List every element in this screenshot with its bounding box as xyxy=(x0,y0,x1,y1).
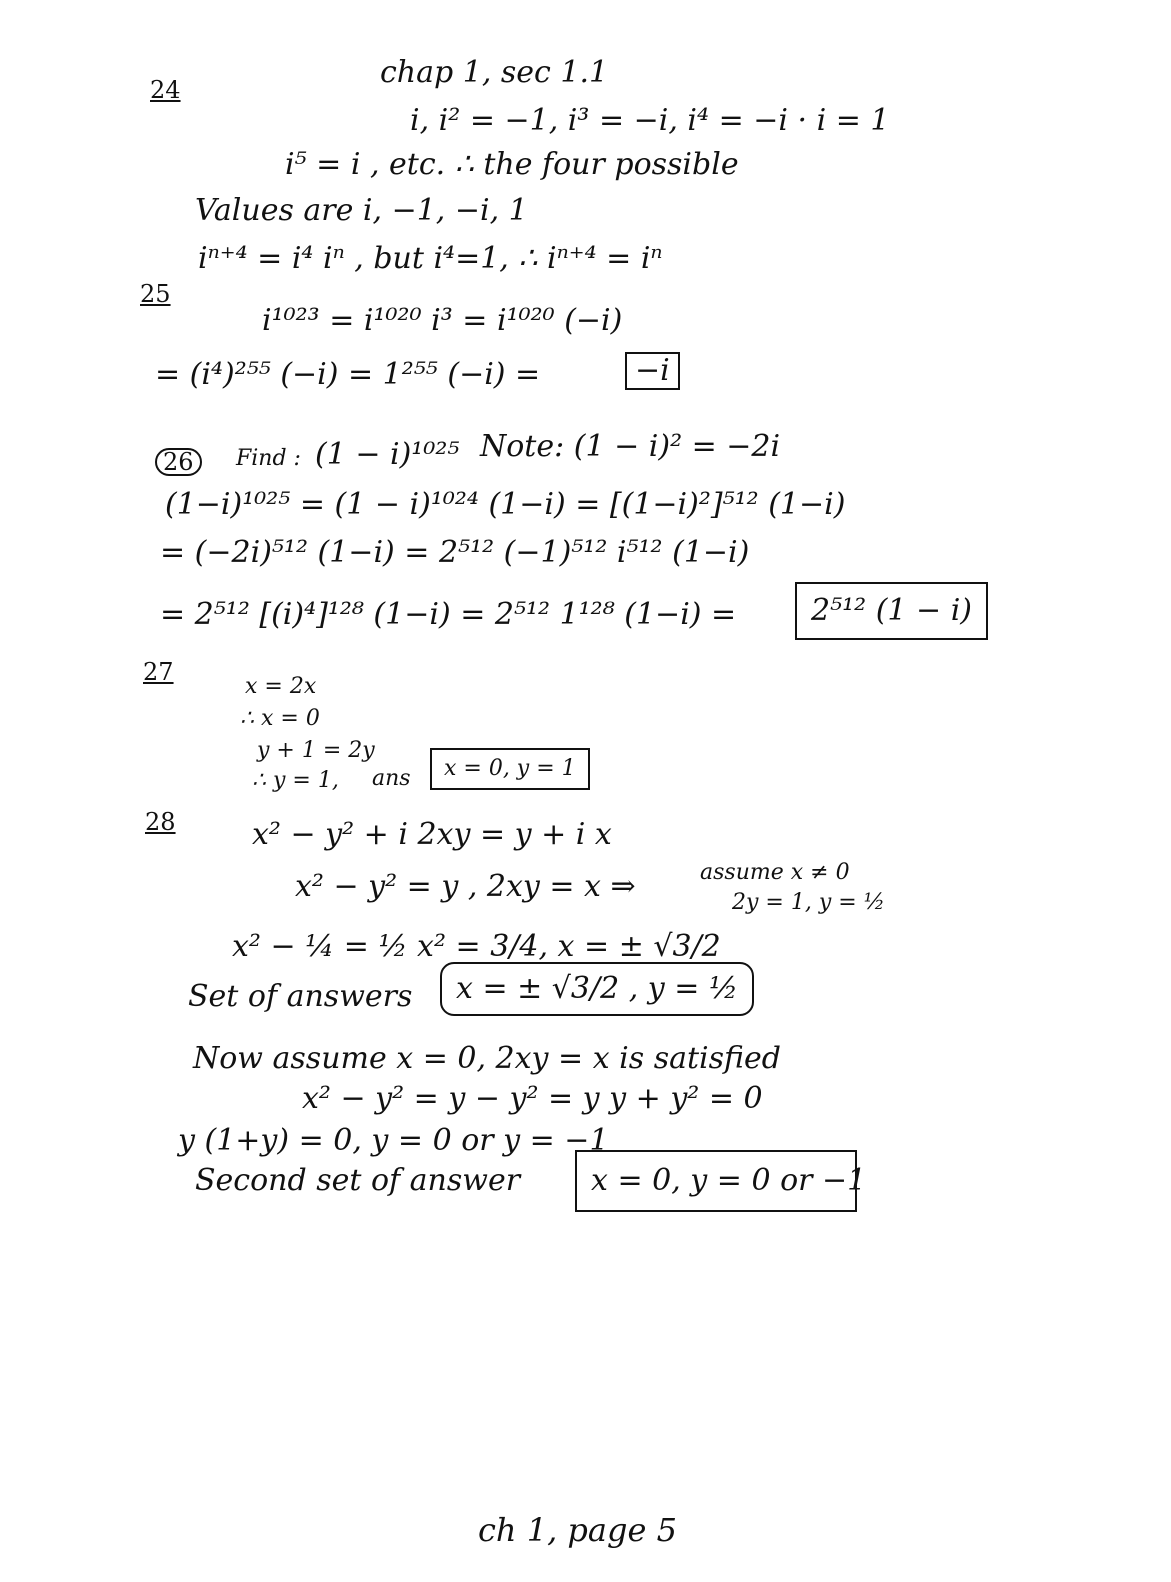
problem-number-28: 28 xyxy=(145,808,176,836)
p28-assume-2: 2y = 1, y = ½ xyxy=(732,890,886,915)
page-footer: ch 1, page 5 xyxy=(478,1511,677,1549)
p27-answer: x = 0, y = 1 xyxy=(430,748,590,790)
p28-answer-2-box xyxy=(575,1150,867,1212)
p28-line-5: x² − y² = y − y² = y y + y² = 0 xyxy=(302,1081,763,1116)
p25-answer-box xyxy=(625,352,680,390)
p24-line-2: i⁵ = i , etc. ∴ the four possible xyxy=(285,147,739,182)
p27-line-1: x = 2x xyxy=(245,674,317,699)
p25-answer: −i xyxy=(625,352,680,390)
p26-find-label: Find : xyxy=(236,446,301,471)
p27-answer-box xyxy=(430,748,590,790)
p28-line-2: x² − y² = y , 2xy = x ⇒ xyxy=(295,869,636,904)
p28-answer-2: x = 0, y = 0 or −1 xyxy=(575,1150,857,1212)
p28-set-label: Set of answers xyxy=(188,979,413,1014)
p25-line-2: = (i⁴)²⁵⁵ (−i) = 1²⁵⁵ (−i) = xyxy=(155,357,541,392)
p27-line-3: y + 1 = 2y xyxy=(257,738,375,763)
p24-line-3: Values are i, −1, −i, 1 xyxy=(195,193,528,228)
p28-second-label: Second set of answer xyxy=(195,1163,521,1198)
p24-line-1: i, i² = −1, i³ = −i, i⁴ = −i · i = 1 xyxy=(410,103,890,138)
problem-number-25: 25 xyxy=(140,280,171,308)
problem-number-26: 26 xyxy=(155,448,202,476)
p26-line-2: (1−i)¹⁰²⁵ = (1 − i)¹⁰²⁴ (1−i) = [(1−i)²]⁵¹² (1−i) xyxy=(165,487,846,522)
p26-line-4: = 2⁵¹² [(i)⁴]¹²⁸ (1−i) = 2⁵¹² 1¹²⁸ (1−i) = xyxy=(160,597,737,632)
p26-line-3: = (−2i)⁵¹² (1−i) = 2⁵¹² (−1)⁵¹² i⁵¹² (1−i) xyxy=(160,535,750,570)
page-title: chap 1, sec 1.1 xyxy=(380,55,609,90)
p28-answer-1-box xyxy=(440,962,754,1016)
p26-expression: (1 − i)¹⁰²⁵ xyxy=(315,437,460,472)
p27-ans-label: ans xyxy=(372,766,411,791)
problem-number-27: 27 xyxy=(143,658,174,686)
p28-line-4: Now assume x = 0, 2xy = x is satisfied xyxy=(193,1041,781,1076)
p26-note: Note: (1 − i)² = −2i xyxy=(480,429,781,464)
p24-line-4: iⁿ⁺⁴ = i⁴ iⁿ , but i⁴=1, ∴ iⁿ⁺⁴ = iⁿ xyxy=(198,241,663,276)
p26-answer-box xyxy=(795,582,988,640)
p28-assume-1: assume x ≠ 0 xyxy=(700,860,850,885)
p27-line-2: ∴ x = 0 xyxy=(240,706,320,731)
p25-line-1: i¹⁰²³ = i¹⁰²⁰ i³ = i¹⁰²⁰ (−i) xyxy=(262,303,623,338)
p27-line-4: ∴ y = 1, xyxy=(252,768,339,793)
p28-line-3: x² − ¼ = ½ x² = 3/4, x = ± √3/2 xyxy=(232,929,721,964)
problem-number-24: 24 xyxy=(150,76,181,104)
p28-answer-1: x = ± √3/2 , y = ½ xyxy=(440,962,754,1016)
p26-answer: 2⁵¹² (1 − i) xyxy=(795,582,988,640)
p28-line-6: y (1+y) = 0, y = 0 or y = −1 xyxy=(178,1123,609,1158)
p28-line-1: x² − y² + i 2xy = y + i x xyxy=(252,817,612,852)
